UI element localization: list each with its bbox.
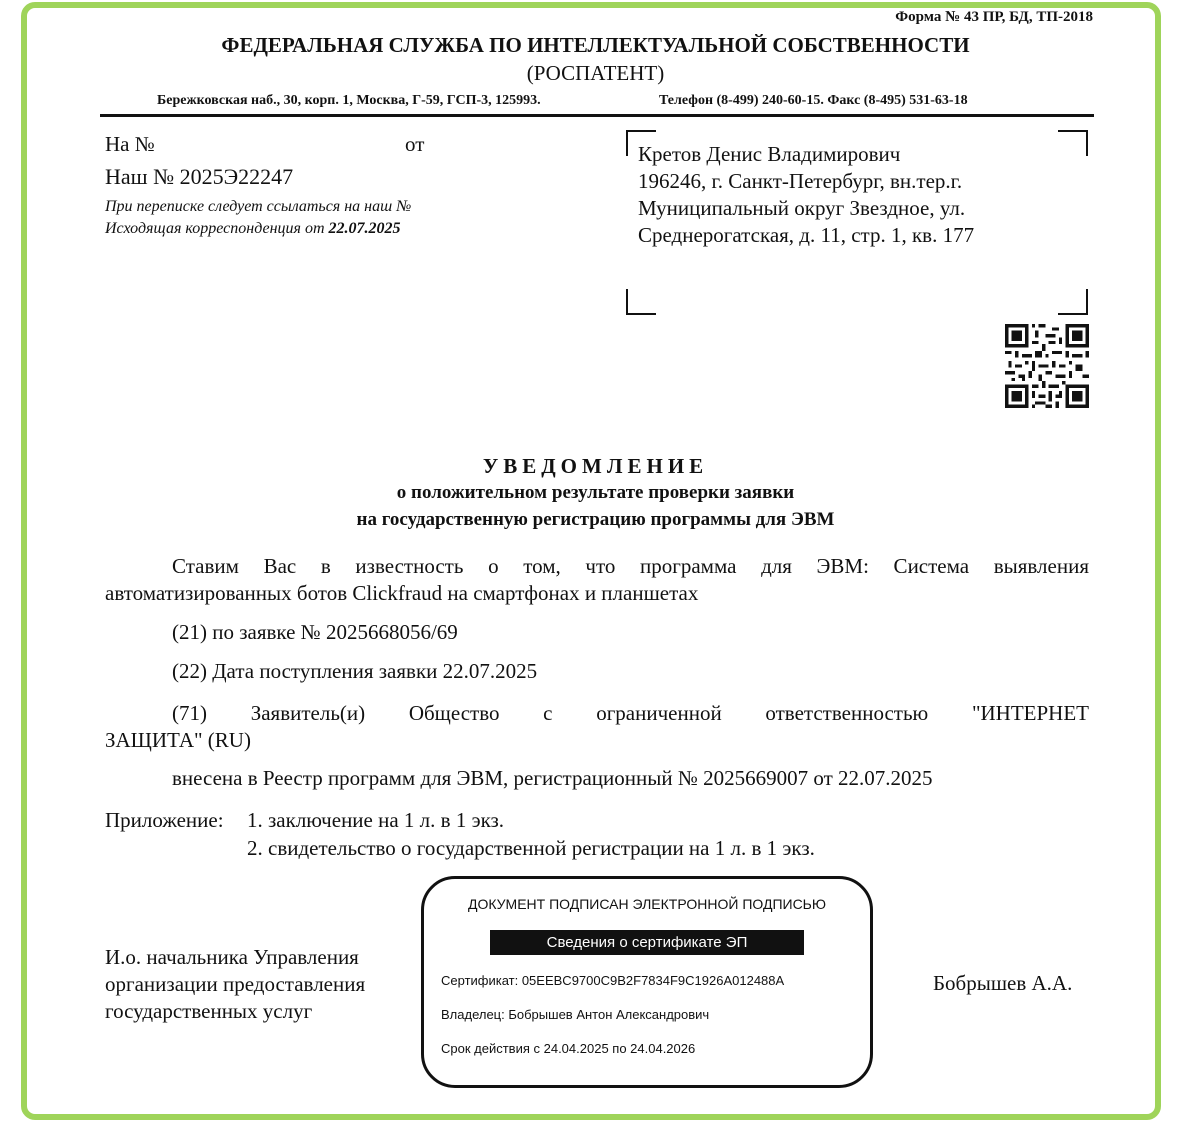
agency-address: Бережковская наб., 30, корп. 1, Москва, Г-59, ГСП-3, 125993. [157,93,541,108]
registry-entry: внесена в Реестр программ для ЭВМ, регистрационный № 2025669007 от 22.07.2025 [172,766,933,790]
header-divider [100,114,1094,117]
reference-to-number: На № [105,132,155,156]
agency-short-name: (РОСПАТЕНТ) [526,61,665,85]
esig-certificate-bar: Сведения о сертификате ЭП [490,930,804,955]
recipient-address-line: Среднерогатская, д. 11, стр. 1, кв. 177 [638,223,975,247]
recipient-address-line: 196246, г. Санкт-Петербург, вн.тер.г. [638,169,963,193]
esig-header: ДОКУМЕНТ ПОДПИСАН ЭЛЕКТРОННОЙ ПОДПИСЬЮ [467,896,827,912]
esig-certificate: Сертификат: 05EEBC9700C9B2F7834F9C1926A012488A [441,973,785,988]
agency-name: ФЕДЕРАЛЬНАЯ СЛУЖБА ПО ИНТЕЛЛЕКТУАЛЬНОЙ СОБСТВЕННОСТИ [221,33,970,57]
application-number: (21) по заявке № 2025668056/69 [172,620,458,644]
attachment-label: Приложение: [105,808,224,832]
outgoing-date: 22.07.2025 [328,220,401,237]
agency-phone-fax: Телефон (8-499) 240-60-15. Факс (8-495) 531-63-18 [659,93,968,108]
esig-owner: Владелец: Бобрышев Антон Александрович [441,1007,710,1022]
address-corner-bottom-right [1058,289,1088,315]
recipient-address-line: Муниципальный округ Звездное, ул. [638,196,966,220]
address-corner-bottom-left [626,289,656,315]
outgoing-date-label: Исходящая корреспонденция от [105,220,329,237]
signer-title [105,944,365,1025]
notice-title: УВЕДОМЛЕНИЕ [482,454,709,478]
our-reference-number: Наш № 2025Э22247 [105,164,294,189]
notice-intro [105,553,1089,607]
applicant-line: ЗАЩИТА" (RU) [105,728,251,752]
reference-note: При переписке следует ссылаться на наш № [105,198,412,215]
address-corner-top-right [1058,130,1088,156]
electronic-signature-stamp [421,876,873,1088]
intro-line: Ставим Вас в известность о том, что программа для ЭВМ: Система выявления [172,554,1089,578]
signer-name: Бобрышев А.А. [933,971,1073,995]
reference-from-label: от [405,132,425,156]
form-number: Форма № 43 ПР, БД, ТП-2018 [895,9,1093,25]
attachment-item: 1. заключение на 1 л. в 1 экз. [247,808,505,832]
outgoing-date-note [105,220,401,238]
recipient-address [638,141,1058,249]
applicant-line: (71) Заявитель(и) Общество с ограниченной ответственностью "ИНТЕРНЕТ [172,701,1089,725]
notice-subtitle: о положительном результате проверки заявки [396,482,795,503]
intro-line: автоматизированных ботов Clickfraud на смартфонах и планшетах [105,581,699,605]
notice-subtitle: на государственную регистрацию программы для ЭВМ [356,509,835,530]
attachment-item: 2. свидетельство о государственной регистрации на 1 л. в 1 экз. [247,836,815,860]
application-date: (22) Дата поступления заявки 22.07.2025 [172,659,538,683]
signer-title-line: И.о. начальника Управления [105,945,359,969]
qr-code-icon [1005,324,1089,408]
signer-title-line: организации предоставления [105,972,366,996]
signer-title-line: государственных услуг [105,999,313,1023]
recipient-name: Кретов Денис Владимирович [638,142,901,166]
applicant [105,700,1089,754]
esig-validity: Срок действия с 24.04.2025 по 24.04.2026 [441,1041,696,1056]
